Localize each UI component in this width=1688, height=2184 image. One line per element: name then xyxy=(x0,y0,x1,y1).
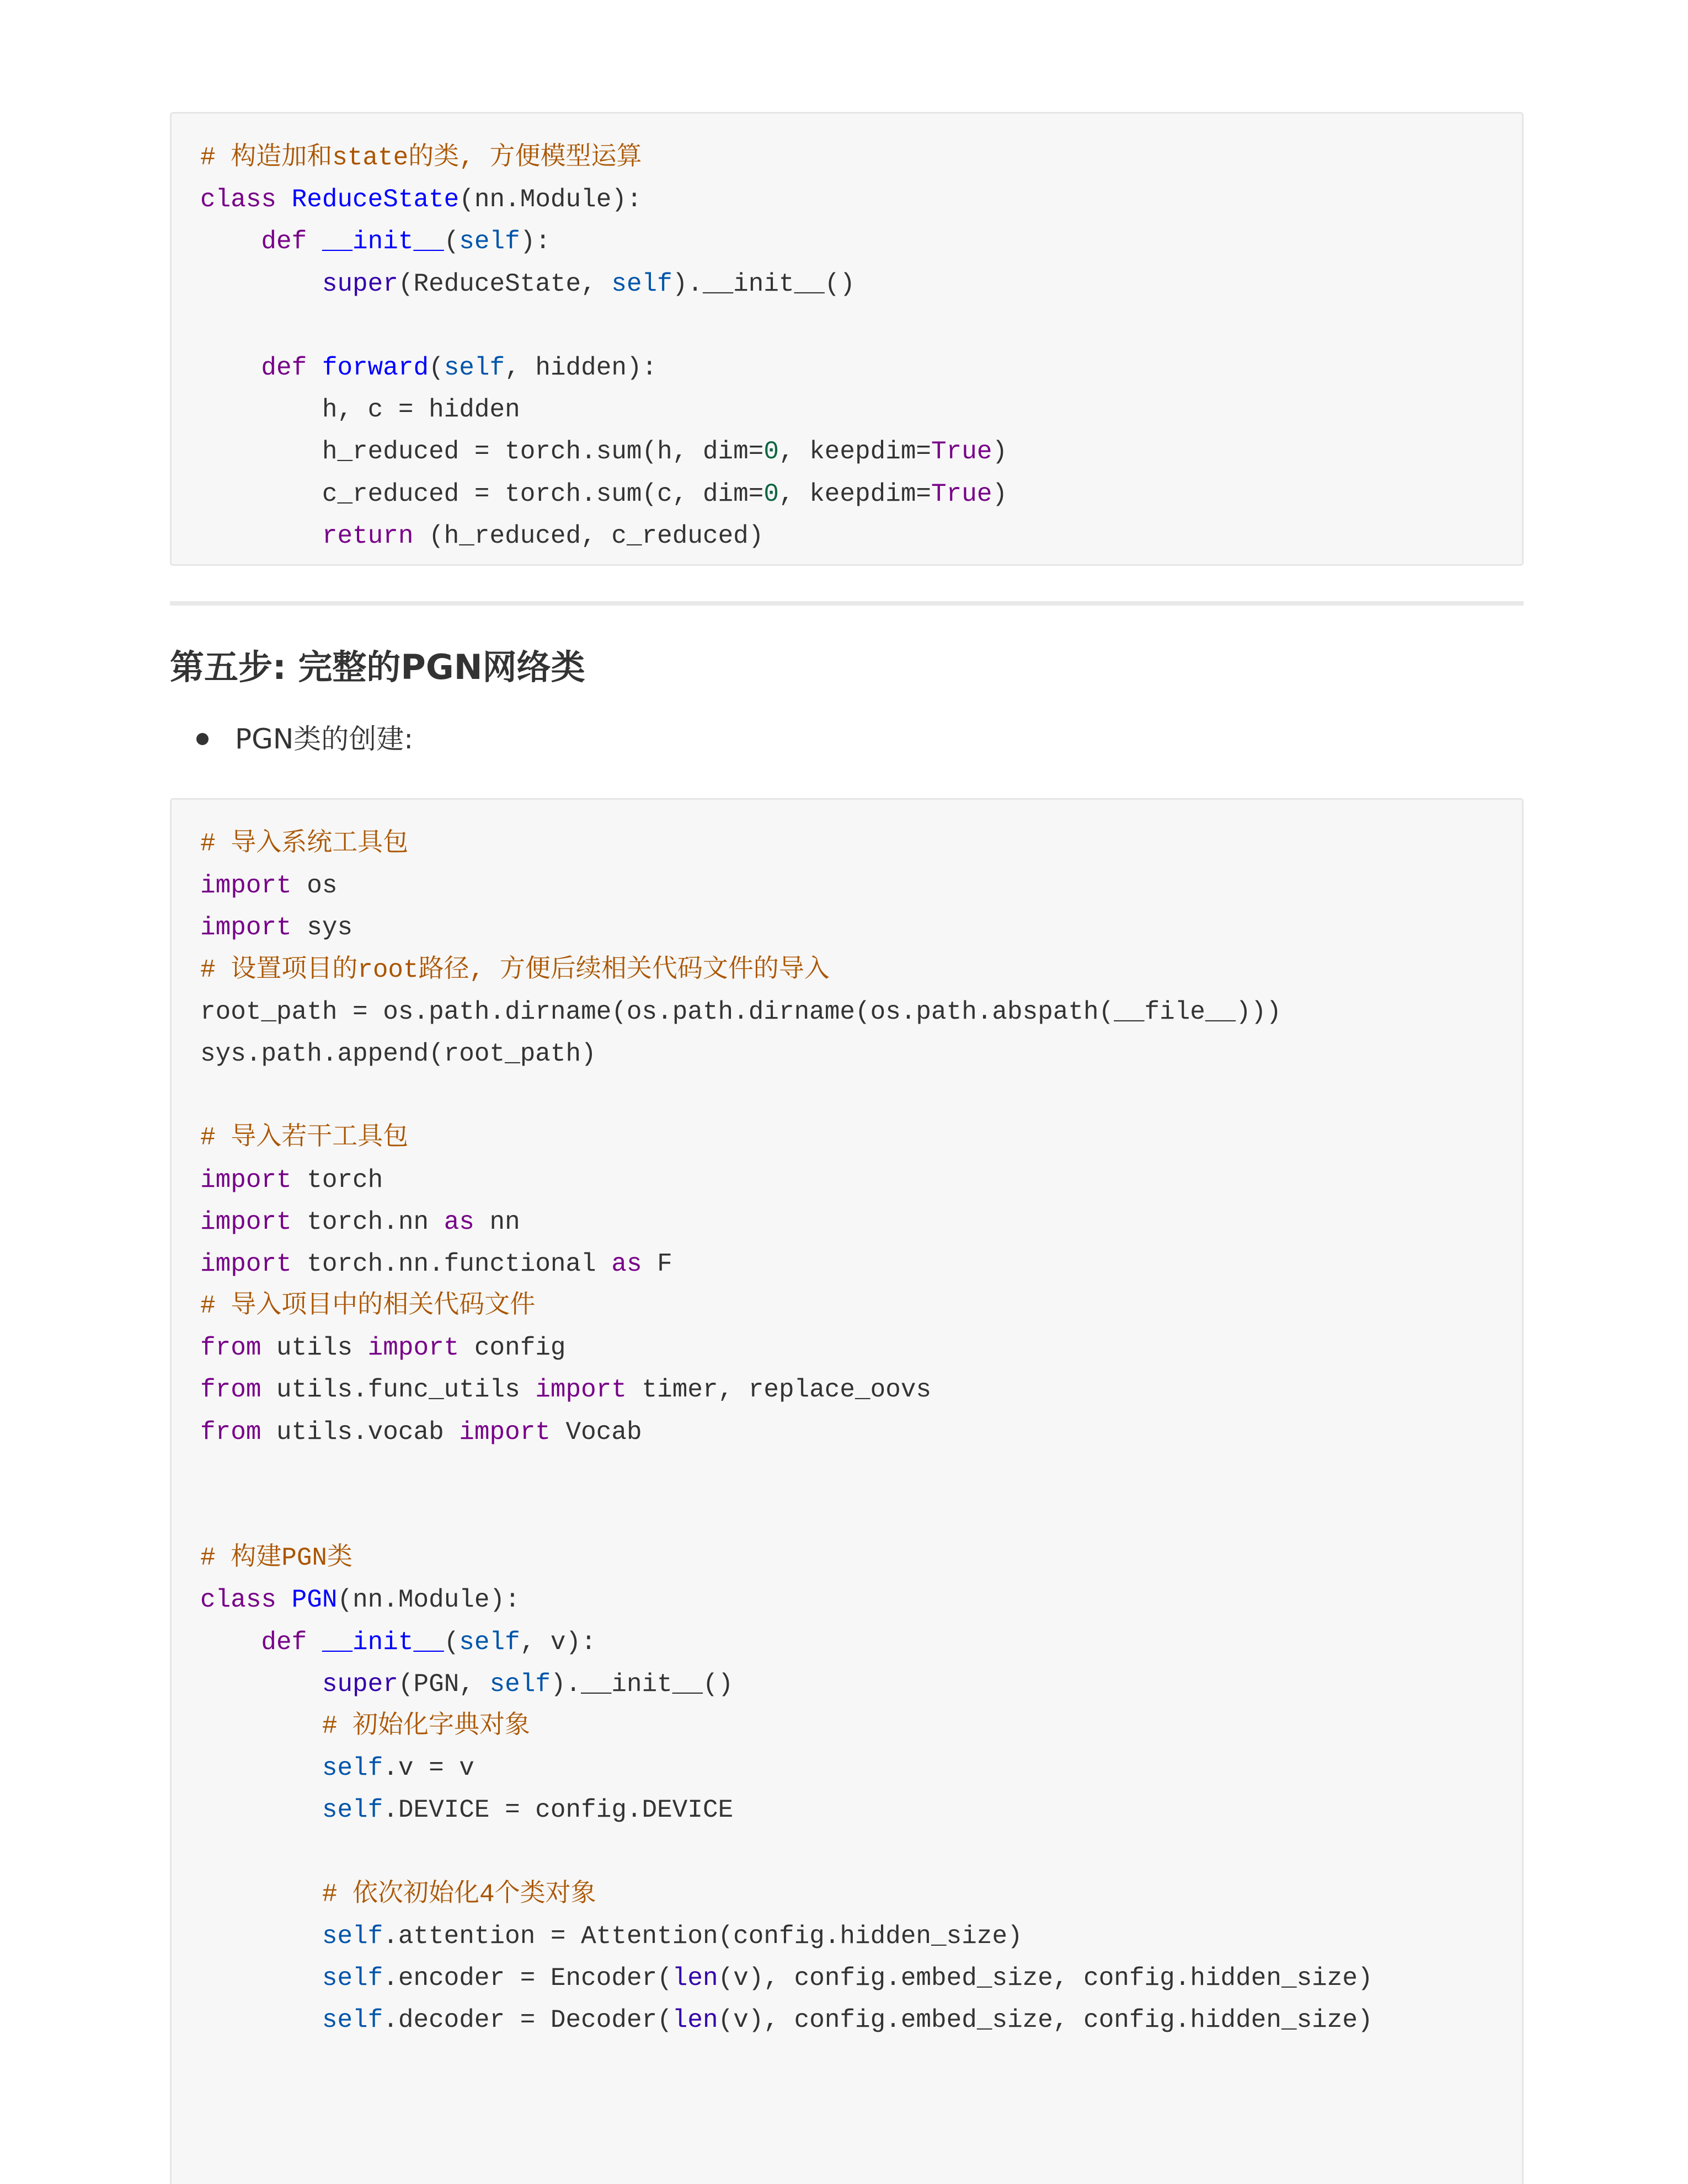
code-text: torch.nn xyxy=(291,1207,444,1236)
code-text: ( xyxy=(444,227,460,256)
code-keyword: class xyxy=(200,185,292,215)
horizontal-divider xyxy=(170,601,1524,606)
code-text: c_reduced = torch.sum(c, dim= xyxy=(200,479,764,508)
code-line xyxy=(200,1999,1373,2041)
code-text xyxy=(200,1628,261,1657)
code-text: F xyxy=(642,1249,672,1278)
code-keyword: import xyxy=(200,871,292,901)
code-text: root_path = os.path.dirname(os.path.dirname(os.path.abspath(__file__))) xyxy=(200,997,1281,1026)
code-self: self xyxy=(322,1964,383,1993)
code-line xyxy=(200,1285,1373,1327)
code-line xyxy=(200,907,1373,949)
code-block-pgn-class xyxy=(170,798,1524,2184)
code-text: .DEVICE = config.DEVICE xyxy=(383,1796,734,1825)
bullet-text: PGN类的创建: xyxy=(235,723,414,755)
code-line xyxy=(200,1789,1373,1831)
code-keyword: import xyxy=(535,1375,627,1405)
code-builtin: super xyxy=(322,1669,398,1699)
code-text: .encoder = Encoder( xyxy=(383,1964,672,1993)
code-builtin: super xyxy=(322,269,398,298)
code-text: utils.func_utils xyxy=(261,1375,536,1405)
code-self: self xyxy=(322,1796,383,1825)
code-keyword: import xyxy=(200,1207,292,1236)
code-text: ): xyxy=(520,227,551,256)
code-self: self xyxy=(611,269,672,298)
bullet-dot-icon xyxy=(196,733,209,745)
code-def-name: PGN xyxy=(291,1586,338,1615)
code-line xyxy=(200,179,1007,221)
code-line xyxy=(200,1327,1373,1369)
code-text: utils.vocab xyxy=(261,1417,460,1447)
code-text: torch.nn.functional xyxy=(291,1249,612,1278)
code-text: (ReduceState, xyxy=(398,269,612,298)
code-text xyxy=(200,1922,322,1951)
code-text: utils xyxy=(261,1334,368,1363)
code-line xyxy=(200,221,1007,263)
code-def-name: ReduceState xyxy=(291,185,460,215)
code-line xyxy=(200,949,1373,991)
code-line xyxy=(200,1369,1373,1411)
code-text: (nn.Module): xyxy=(337,1586,520,1615)
code-text: .v = v xyxy=(383,1754,474,1783)
code-def-name: __init__ xyxy=(322,227,444,256)
code-keyword: as xyxy=(444,1207,474,1236)
code-text xyxy=(200,1754,322,1782)
code-text xyxy=(200,1964,322,1993)
code-lines xyxy=(200,137,1007,557)
code-keyword: def xyxy=(261,353,322,382)
code-line xyxy=(200,515,1007,557)
code-text: nn xyxy=(474,1207,520,1236)
code-text: h, c = hidden xyxy=(200,395,520,425)
code-text: ).__init__() xyxy=(672,269,856,298)
code-line xyxy=(200,1621,1373,1663)
code-line xyxy=(200,1411,1373,1453)
code-self: self xyxy=(322,2006,383,2035)
code-self: self xyxy=(459,227,520,256)
code-text: timer, replace_oovs xyxy=(626,1375,932,1405)
code-line xyxy=(200,1453,1373,1495)
code-def-name: forward xyxy=(322,353,429,382)
code-keyword: def xyxy=(261,227,322,256)
code-text xyxy=(200,227,261,256)
code-keyword: import xyxy=(459,1417,551,1447)
code-line xyxy=(200,137,1007,179)
code-text: .attention = Attention(config.hidden_size) xyxy=(383,1921,1023,1951)
code-self: self xyxy=(444,353,505,382)
code-line xyxy=(200,431,1007,473)
code-text: config xyxy=(459,1334,566,1363)
code-comment: # 导入系统工具包 xyxy=(200,829,409,858)
code-lines xyxy=(200,823,1373,2041)
section-heading: 第五步: 完整的PGN网络类 xyxy=(170,647,585,687)
code-number: 0 xyxy=(763,479,779,508)
code-line xyxy=(200,1957,1373,1999)
code-text: ) xyxy=(992,479,1008,508)
code-text: (nn.Module): xyxy=(459,185,642,215)
code-number: 0 xyxy=(763,437,779,467)
code-text xyxy=(200,354,261,382)
code-builtin: len xyxy=(672,2006,718,2035)
code-comment: # 初始化字典对象 xyxy=(322,1711,531,1741)
code-keyword: def xyxy=(261,1628,322,1657)
code-comment: # 构建PGN类 xyxy=(200,1544,353,1573)
code-keyword: as xyxy=(611,1249,642,1278)
code-line xyxy=(200,1579,1373,1621)
code-self: self xyxy=(322,1754,383,1783)
code-text: , hidden): xyxy=(505,353,658,382)
code-text: ( xyxy=(444,1628,460,1657)
code-text: .decoder = Decoder( xyxy=(383,2006,672,2035)
code-keyword: class xyxy=(200,1586,292,1615)
code-line xyxy=(200,991,1373,1033)
code-text: Vocab xyxy=(550,1417,642,1447)
code-text xyxy=(200,1796,322,1824)
code-text: (PGN, xyxy=(398,1669,490,1699)
code-keyword: import xyxy=(200,1165,292,1195)
code-line xyxy=(200,1705,1373,1747)
code-keyword: return xyxy=(322,521,414,550)
code-text xyxy=(200,1712,322,1741)
code-block-reduce-state xyxy=(170,112,1524,566)
code-line xyxy=(200,473,1007,515)
code-line xyxy=(200,1201,1373,1243)
code-line xyxy=(200,823,1373,865)
code-text: ( xyxy=(429,353,444,382)
code-comment: # 导入若干工具包 xyxy=(200,1123,409,1153)
code-text: ) xyxy=(992,437,1008,467)
code-text: , keepdim= xyxy=(778,479,932,508)
code-self: self xyxy=(489,1669,551,1699)
code-line xyxy=(200,1537,1373,1579)
code-text: (v), config.embed_size, config.hidden_size) xyxy=(718,1964,1373,1993)
code-text: ).__init__() xyxy=(550,1669,734,1699)
code-text: sys.path.append(root_path) xyxy=(200,1039,596,1068)
code-line xyxy=(200,389,1007,431)
code-line xyxy=(200,865,1373,907)
code-self: self xyxy=(459,1628,520,1657)
code-keyword: True xyxy=(931,437,992,467)
code-line xyxy=(200,1033,1373,1075)
code-line xyxy=(200,1495,1373,1537)
code-def-name: __init__ xyxy=(322,1628,444,1657)
code-comment: # 构造加和state的类, 方便模型运算 xyxy=(200,143,642,172)
code-comment: # 依次初始化4个类对象 xyxy=(322,1880,596,1909)
code-keyword: import xyxy=(200,913,292,943)
code-text: (h_reduced, c_reduced) xyxy=(413,521,764,550)
code-text xyxy=(200,2006,322,2035)
code-keyword: True xyxy=(931,479,992,508)
code-keyword: import xyxy=(367,1334,460,1363)
code-text: (v), config.embed_size, config.hidden_size) xyxy=(718,2006,1373,2035)
code-line xyxy=(200,1159,1373,1201)
code-line xyxy=(200,1915,1373,1957)
bullet-list-item xyxy=(196,717,413,761)
code-text xyxy=(200,270,322,298)
code-keyword: from xyxy=(200,1375,261,1405)
code-builtin: len xyxy=(672,1964,718,1993)
code-line xyxy=(200,1663,1373,1705)
code-text: torch xyxy=(291,1165,383,1195)
code-line xyxy=(200,305,1007,347)
code-text: os xyxy=(291,871,338,901)
code-line xyxy=(200,263,1007,305)
code-line xyxy=(200,1075,1373,1117)
code-keyword: import xyxy=(200,1249,292,1278)
code-keyword: from xyxy=(200,1417,261,1447)
code-text: , keepdim= xyxy=(778,437,932,467)
code-line xyxy=(200,347,1007,389)
code-line xyxy=(200,1243,1373,1285)
code-text: , v): xyxy=(520,1628,596,1657)
code-text: sys xyxy=(291,913,353,943)
code-text xyxy=(200,1880,322,1909)
code-text: h_reduced = torch.sum(h, dim= xyxy=(200,437,764,467)
code-comment: # 导入项目中的相关代码文件 xyxy=(200,1292,536,1321)
code-self: self xyxy=(322,1921,383,1951)
code-text xyxy=(200,1670,322,1699)
code-line xyxy=(200,1747,1373,1789)
code-line xyxy=(200,1117,1373,1159)
code-line xyxy=(200,1873,1373,1915)
code-comment: # 设置项目的root路径, 方便后续相关代码文件的导入 xyxy=(200,955,830,984)
code-keyword: from xyxy=(200,1334,261,1363)
code-text xyxy=(200,522,322,550)
code-line xyxy=(200,1832,1373,1873)
